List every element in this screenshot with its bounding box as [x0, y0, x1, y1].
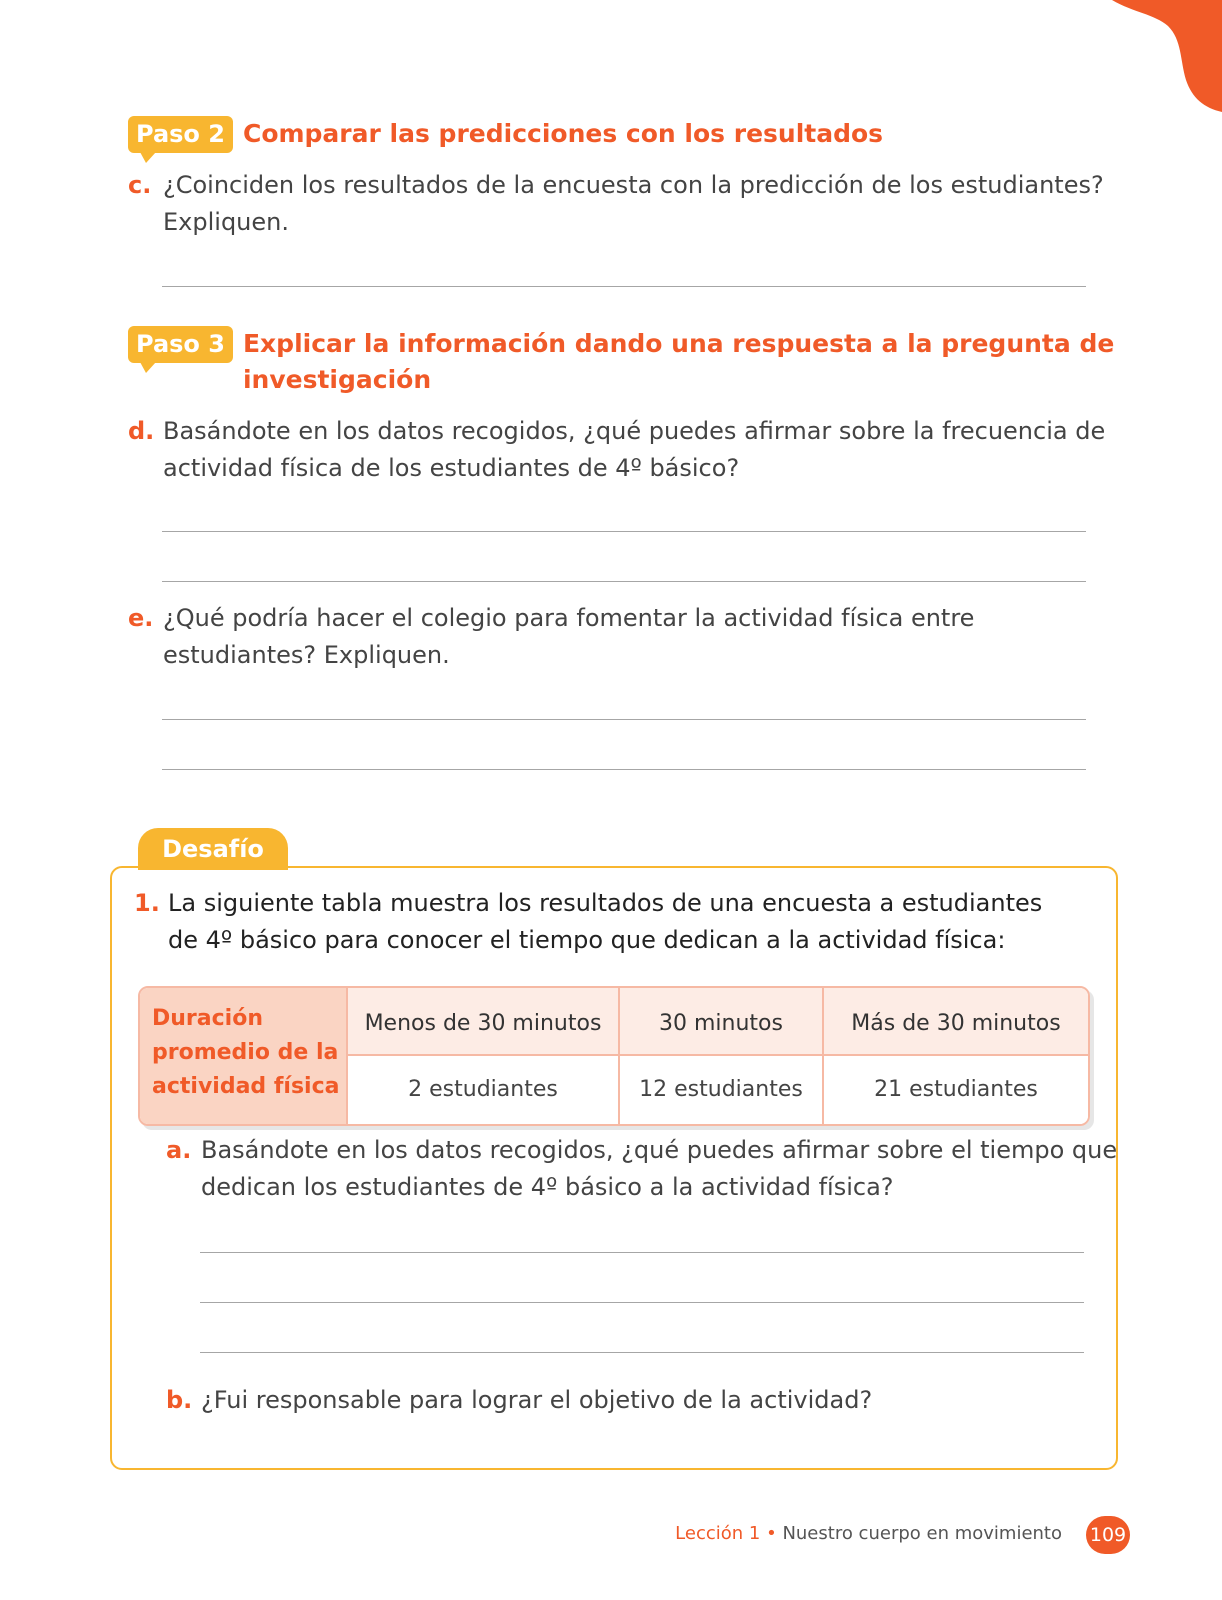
desafio-question-b-line1: ¿Fui responsable para lograr el objetivo de la actividad? [201, 1386, 873, 1414]
desafio-question-b-letter: b. [166, 1386, 193, 1414]
survey-table [138, 986, 1090, 1126]
desafio-question-a-line2: dedican los estudiantes de 4º básico a la actividad física? [201, 1173, 894, 1201]
table-header-line: promedio de la [152, 1040, 339, 1065]
table-cell: 12 estudiantes [620, 1056, 822, 1124]
answer-line[interactable] [162, 286, 1086, 287]
answer-line[interactable] [200, 1302, 1084, 1303]
table-cell: 21 estudiantes [824, 1056, 1088, 1124]
answer-line[interactable] [200, 1352, 1084, 1353]
page-number: 109 [1086, 1516, 1130, 1554]
question-e-line1: ¿Qué podría hacer el colegio para fomentar la actividad física entre [163, 604, 975, 632]
footer-separator: • [766, 1523, 777, 1544]
paso2-header [128, 116, 883, 153]
answer-line[interactable] [162, 531, 1086, 532]
table-column [346, 988, 618, 1124]
question-d [128, 413, 1106, 493]
paso3-badge-label: Paso 3 [136, 330, 225, 358]
desafio-question-1-line1: La siguiente tabla muestra los resultados de una encuesta a estudiantes [168, 889, 1043, 917]
desafio-question-1-line2: de 4º básico para conocer el tiempo que dedican a la actividad física: [168, 926, 1006, 954]
table-header-line: actividad física [152, 1074, 340, 1099]
question-d-line2: actividad física de los estudiantes de 4º básico? [163, 454, 740, 482]
question-c [128, 167, 1104, 247]
paso3-header [128, 326, 1114, 398]
desafio-question-a [166, 1132, 1118, 1212]
footer-topic: Nuestro cuerpo en movimiento [782, 1523, 1062, 1544]
table-header-line: Duración [152, 1006, 263, 1031]
table-cell: 2 estudiantes [348, 1056, 618, 1124]
footer-lesson: Lección 1 [675, 1523, 761, 1544]
answer-line[interactable] [200, 1252, 1084, 1253]
corner-decoration [1112, 0, 1222, 112]
paso3-title-line1: Explicar la información dando una respuesta a la pregunta de [242, 329, 1115, 358]
question-d-letter: d. [128, 417, 155, 445]
table-column-label: 30 minutos [620, 988, 822, 1056]
table-column-label: Menos de 30 minutos [348, 988, 618, 1056]
table-column-label: Más de 30 minutos [824, 988, 1088, 1056]
desafio-tab: Desafío [138, 828, 288, 870]
question-c-letter: c. [128, 171, 152, 199]
answer-line[interactable] [162, 769, 1086, 770]
question-c-line2: Expliquen. [163, 208, 289, 236]
question-d-line1: Basándote en los datos recogidos, ¿qué puedes afirmar sobre la frecuencia de [163, 417, 1106, 445]
desafio-question-a-letter: a. [166, 1136, 192, 1164]
question-e-letter: e. [128, 604, 154, 632]
page-footer [675, 1522, 1062, 1546]
desafio-question-1-number: 1. [134, 889, 160, 917]
table-column [822, 988, 1088, 1124]
paso3-title-line2: investigación [242, 365, 432, 394]
paso2-badge [128, 116, 233, 153]
question-c-line1: ¿Coinciden los resultados de la encuesta con la predicción de los estudiantes? [163, 171, 1104, 199]
paso3-title [243, 326, 1114, 398]
desafio-question-a-line1: Basándote en los datos recogidos, ¿qué puedes afirmar sobre el tiempo que [201, 1136, 1118, 1164]
paso2-badge-label: Paso 2 [136, 120, 225, 148]
table-row-header [140, 988, 350, 1124]
paso3-badge [128, 326, 233, 363]
desafio-question-b [166, 1382, 1086, 1422]
table-column [618, 988, 822, 1124]
answer-line[interactable] [162, 719, 1086, 720]
answer-line[interactable] [162, 581, 1086, 582]
question-e-line2: estudiantes? Expliquen. [163, 641, 450, 669]
paso2-title: Comparar las predicciones con los resultados [242, 119, 884, 148]
question-e [128, 600, 1088, 680]
